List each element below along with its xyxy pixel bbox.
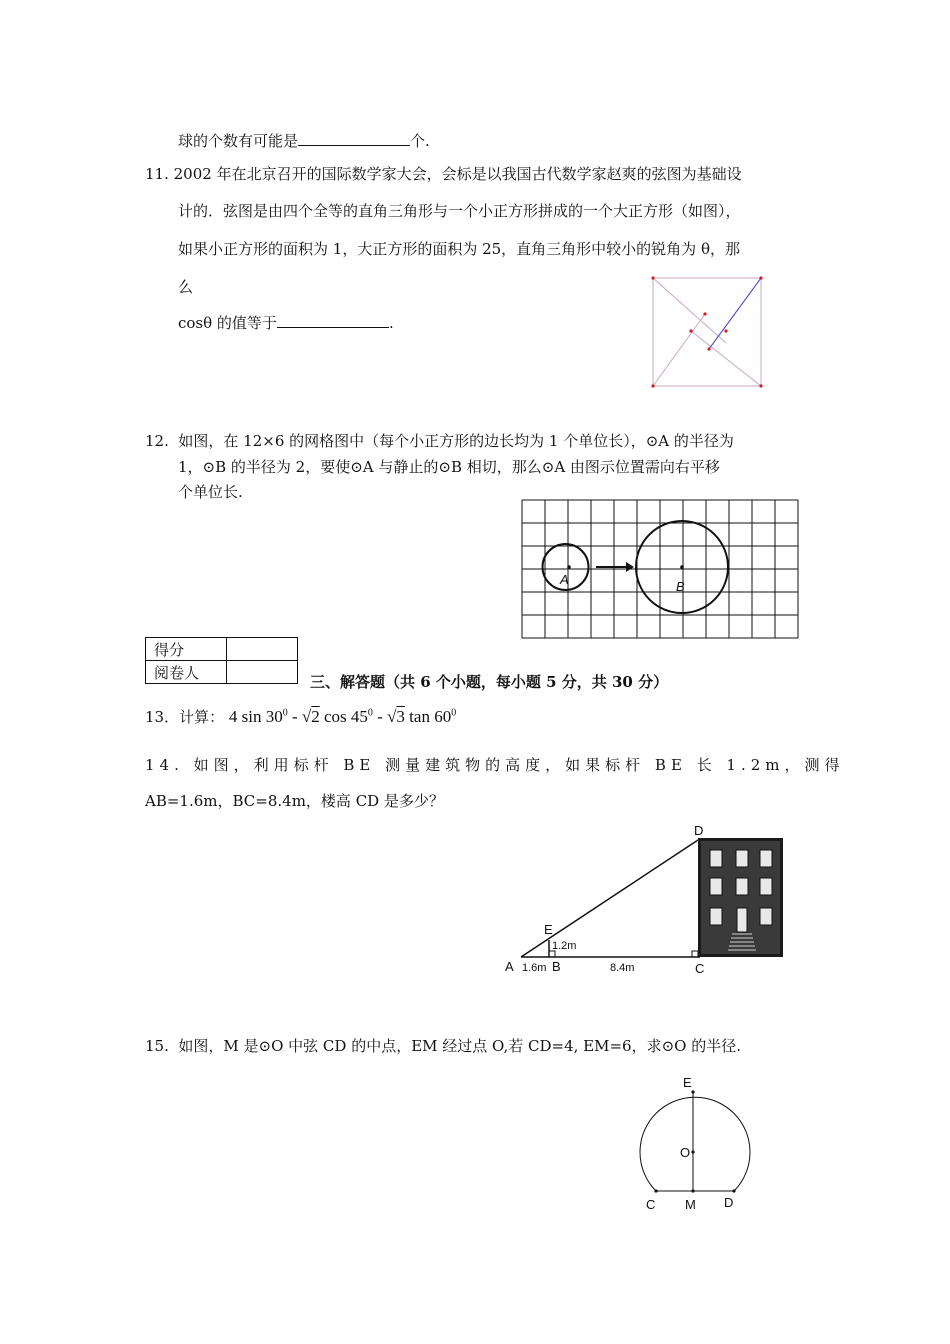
q11-line2: 计的．弦图是由四个全等的直角三角形与一个小正方形拼成的一个大正方形（如图）， xyxy=(178,202,741,220)
label-c: C xyxy=(695,961,705,976)
building-icon xyxy=(698,838,783,957)
label-a: A xyxy=(560,572,569,587)
building-measure-figure xyxy=(500,820,790,980)
q11-line5: cosθ 的值等于 . xyxy=(178,314,394,332)
grader-label: 阅卷人 xyxy=(146,661,227,684)
label-o: O xyxy=(680,1145,691,1160)
answer-blank xyxy=(277,312,389,328)
arrow-right-icon xyxy=(626,562,634,572)
q11-line4: 么 xyxy=(178,278,194,296)
label-a: A xyxy=(505,959,514,974)
label-d: D xyxy=(694,823,704,838)
score-label: 得分 xyxy=(146,638,227,661)
label-b: B xyxy=(676,579,685,594)
q12-line1: 12. 如图，在 12×6 的网格图中（每个小正方形的边长均为 1 个单位长），⊙A 的半径为 xyxy=(145,432,734,450)
q13-expression: 4 $\sin 30^0 - √2$ $\cos 45^0 - √3$ $\tan 60^0$ xyxy=(228,707,457,726)
q15-line1: 15. 如图，M 是⊙O 中弦 CD 的中点，EM 经过点 O,若 CD=4, EM=6，求⊙O 的半径. xyxy=(145,1037,741,1055)
label-e: E xyxy=(544,922,553,937)
label-d: D xyxy=(724,1195,734,1210)
label-be-length: 1.2m xyxy=(552,940,577,952)
string-diagram-figure xyxy=(645,270,770,395)
grid-circles-figure xyxy=(518,496,802,642)
label-ab-length: 1.6m xyxy=(522,962,547,974)
q11-line1: 11. 2002 年在北京召开的国际数学家大会，会标是以我国古代数学家赵爽的弦图为基础设 xyxy=(145,165,742,183)
grader-cell[interactable] xyxy=(227,661,298,684)
q14-line1: 14. 如图，利用标杆 BE 测量建筑物的高度，如果标杆 BE 长 1.2m，测得 xyxy=(145,756,845,774)
answer-blank xyxy=(298,130,410,146)
score-table xyxy=(145,637,298,684)
q10-tail: 球的个数有可能是 个. xyxy=(178,132,430,150)
score-cell[interactable] xyxy=(227,638,298,661)
label-e: E xyxy=(683,1075,692,1090)
q12-line2: 1，⊙B 的半径为 2，要使⊙A 与静止的⊙B 相切，那么⊙A 由图示位置需向右平移 xyxy=(178,458,720,476)
label-b: B xyxy=(552,959,561,974)
q13-line: 13．计算： 4 $\sin 30^0 - √2$ $\cos 45^0 - √3$ $\tan 60^0$ xyxy=(145,707,457,726)
label-c: C xyxy=(646,1197,656,1212)
label-m: M xyxy=(685,1197,696,1212)
q11-line3: 如果小正方形的面积为 1，大正方形的面积为 25，直角三角形中较小的锐角为 θ，那 xyxy=(178,240,740,258)
q14-line2: AB=1.6m，BC=8.4m，楼高 CD 是多少？ xyxy=(145,792,444,810)
circle-chord-figure xyxy=(630,1070,760,1220)
section-heading: 三、解答题（共 6 个小题，每小题 5 分，共 30 分） xyxy=(310,673,669,691)
label-bc-length: 8.4m xyxy=(610,962,635,974)
q12-line3: 个单位长. xyxy=(178,483,243,501)
